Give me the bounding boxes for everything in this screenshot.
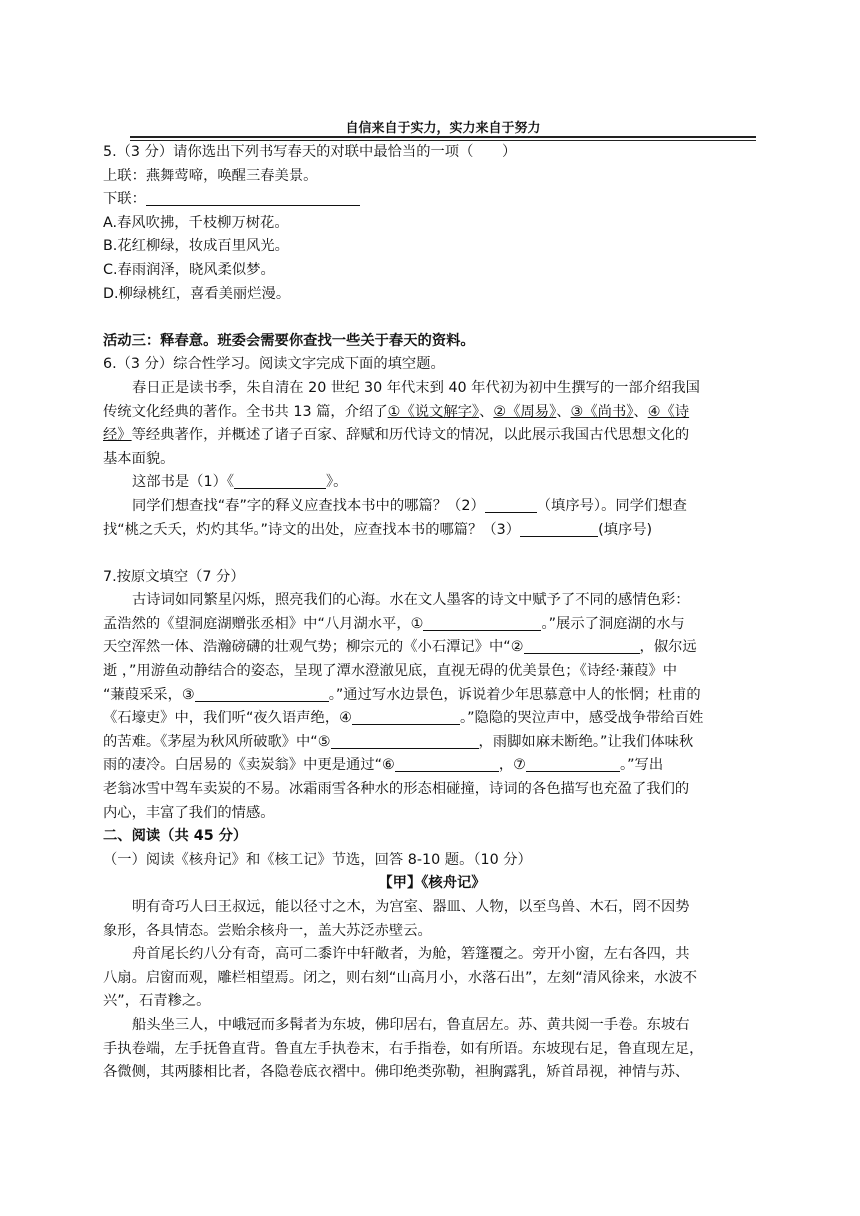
q6-blank-1[interactable] xyxy=(234,472,326,489)
q7-blank-1[interactable] xyxy=(423,614,541,631)
text: 。”展示了洞庭湖的水与 xyxy=(541,615,685,632)
text: （填序号）。同学们想查 xyxy=(536,497,687,514)
text: 。”通过写水边景色，诉说着少年思慕意中人的怅惘；杜甫的 xyxy=(328,686,701,703)
q7-line: 逝 ，”用游鱼动静结合的姿态，呈现了潭水澄澈见底，直视无碍的优美景色；《诗经·蒹葭》中 xyxy=(103,663,678,680)
q6-question-2 xyxy=(103,495,761,519)
text: ，⑦ xyxy=(498,757,526,774)
spacer xyxy=(103,542,761,566)
q7-blank-4[interactable] xyxy=(352,708,460,725)
q5-option-b: B.花红柳绿，妆成百里风光。 xyxy=(103,238,289,255)
text: ，俶尔远 xyxy=(639,639,697,656)
text: 同学们想查找“春”字的释义应查找本书中的哪篇？（2） xyxy=(132,497,485,514)
q5-option-a: A.春风吹拂，千枝柳万树花。 xyxy=(103,214,289,231)
q5-option-d: D.柳绿桃红，喜看美丽烂漫。 xyxy=(103,285,291,302)
book-title: ③《尚书》 xyxy=(570,403,634,420)
q7-line xyxy=(103,731,761,755)
text: 雨的凄冷。白居易的《卖炭翁》中更是通过“⑥ xyxy=(103,757,395,774)
text: 找“桃之夭夭，灼灼其华。”诗文的出处，应查找本书的哪篇？（3） xyxy=(103,521,521,538)
q6-paragraph-line xyxy=(103,401,761,425)
text: (填序号) xyxy=(598,521,653,538)
q7-line xyxy=(103,707,761,731)
book-title: ①《说文解字》 xyxy=(387,403,480,420)
text: 、 xyxy=(479,403,494,420)
q6-blank-2[interactable] xyxy=(485,496,537,513)
text: 《石壕吏》中，我们听“夜久语声绝，④ xyxy=(103,710,352,727)
text: 传统文化经典的著作。全书共 13 篇，介绍了 xyxy=(103,403,388,420)
q7-line xyxy=(103,636,761,660)
text: 、 xyxy=(556,403,571,420)
passage-line: 船头坐三人，中峨冠而多髯者为东坡，佛印居右，鲁直居左。苏、黄共阅一手卷。东坡右 xyxy=(132,1016,690,1033)
q6-question-1 xyxy=(103,471,761,495)
text: 。”隐隐的哭泣声中，感受战争带给百姓 xyxy=(459,710,704,727)
q5-upper-couplet: 上联：燕舞莺啼，唤醒三春美景。 xyxy=(103,167,318,184)
document-body xyxy=(103,141,761,1085)
q6-blank-3[interactable] xyxy=(520,520,598,537)
q7-blank-3[interactable] xyxy=(195,685,329,702)
q7-line xyxy=(103,684,761,708)
q7-blank-7[interactable] xyxy=(526,755,620,772)
part2-title: 二、阅读（共 45 分） xyxy=(103,828,248,845)
text: 这部书是（1）《 xyxy=(132,474,235,491)
q7-stem: 7.按原文填空（7 分） xyxy=(103,568,245,585)
q6-stem: 6.（3 分）综合性学习。阅读文字完成下面的填空题。 xyxy=(103,356,445,373)
passage-line: 八扇。启窗而观，雕栏相望焉。闭之，则右刻“山高月小，水落石出”，左刻“清风徐来，水波不 xyxy=(103,969,698,986)
q7-blank-2[interactable] xyxy=(524,637,640,654)
q7-line: 内心，丰富了我们的情感。 xyxy=(103,804,275,821)
activity3-title: 活动三：释春意。班委会需要你查找一些关于春天的资料。 xyxy=(103,332,475,349)
q5-lower-couplet xyxy=(103,188,761,212)
part2-subsection-title: （一）阅读《核舟记》和《核工记》节选，回答 8-10 题。（10 分） xyxy=(103,851,532,868)
book-title: ④《诗 xyxy=(647,403,690,420)
book-title: 经》 xyxy=(103,427,132,444)
q5-option-c: C.春雨润泽，晓风柔似梦。 xyxy=(103,261,275,278)
q5-answer-blank[interactable] xyxy=(146,189,360,206)
spacer xyxy=(103,306,761,330)
passage-line: 明有奇巧人曰王叔远，能以径寸之木，为宫室、器皿、人物，以至鸟兽、木石，罔不因势 xyxy=(132,899,690,915)
passage-line: 象形，各具情态。尝贻余核舟一，盖大苏泛赤壁云。 xyxy=(103,922,432,939)
text: ，雨脚如麻未断绝。”让我们体味秋 xyxy=(478,733,694,750)
text: 等经典著作，并概述了诸子百家、辞赋和历代诗文的情况，以此展示我国古代思想文化的 xyxy=(131,427,690,444)
header-rule-thick xyxy=(130,136,756,138)
q6-question-3 xyxy=(103,519,761,543)
q7-line: 古诗词如同繁星闪烁，照亮我们的心海。水在文人墨客的诗文中赋予了不同的感情色彩： xyxy=(132,592,690,609)
text: 。”写出 xyxy=(620,757,664,774)
text: 天空浑然一体、浩瀚磅礴的壮观气势；柳宗元的《小石潭记》中“② xyxy=(103,639,524,656)
q7-line xyxy=(103,754,761,778)
passage-line: 手执卷端，左手抚鲁直背。鲁直左手执卷末，右手指卷，如有所语。东坡现右足，鲁直现左足， xyxy=(103,1040,704,1057)
text: 孟浩然的《望洞庭湖赠张丞相》中“八月湖水平，① xyxy=(103,615,424,632)
text: 》。 xyxy=(326,474,348,491)
passage-jia-title: 【甲】《核舟记》 xyxy=(378,875,486,892)
text: “蒹葭采采，③ xyxy=(103,686,195,703)
q7-line xyxy=(103,613,761,637)
q5-stem: 5.（3 分）请你选出下列书写春天的对联中最恰当的一项（ ） xyxy=(103,144,517,160)
q6-paragraph-line xyxy=(103,424,761,448)
passage-line: 舟首尾长约八分有奇，高可二黍许中轩敞者，为舱，箬篷覆之。旁开小窗，左右各四，共 xyxy=(132,946,690,963)
passage-line: 各微侧，其两膝相比者，各隐卷底衣褶中。佛印绝类弥勒，袒胸露乳，矫首昂视，神情与苏、 xyxy=(103,1064,690,1081)
text: 的苦难。《茅屋为秋风所破歌》中“⑤ xyxy=(103,733,331,750)
q7-blank-5[interactable] xyxy=(331,732,479,749)
header-motto: 自信来自于实力，实力来自于努力 xyxy=(345,121,541,136)
q7-blank-6[interactable] xyxy=(395,755,499,772)
book-title: ②《周易》 xyxy=(493,403,557,420)
q5-lower-label: 下联： xyxy=(103,191,146,208)
q6-paragraph-line: 春日正是读书季，朱自清在 20 世纪 30 年代末到 40 年代初为初中生撰写的一部介绍我国 xyxy=(132,379,700,396)
text: 、 xyxy=(633,403,648,420)
q6-paragraph-line: 基本面貌。 xyxy=(103,450,175,467)
q7-line: 老翁冰雪中驾车卖炭的不易。冰霜雨雪各种水的形态相碰撞，诗词的各色描写也充盈了我们的 xyxy=(103,781,690,798)
passage-line: 兴”，石青糁之。 xyxy=(103,993,211,1010)
